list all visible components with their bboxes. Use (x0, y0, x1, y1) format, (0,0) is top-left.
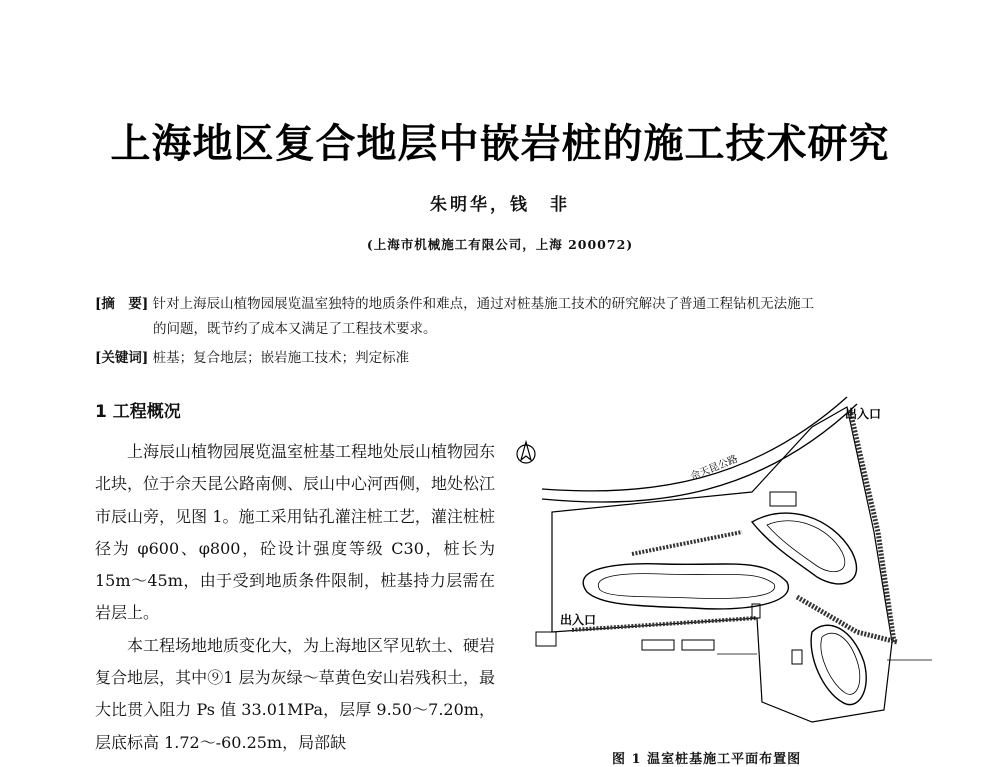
facility-block-3 (642, 640, 674, 650)
abstract-label: [摘 要] (95, 296, 149, 312)
abstract-line-1 (95, 292, 925, 317)
body-text (95, 436, 495, 759)
keywords (95, 346, 925, 371)
greenhouse-1 (583, 564, 788, 609)
abstract-text-2: 的问题，既节约了成本又满足了工程技术要求。 (153, 321, 437, 337)
north-arrow-icon (517, 442, 535, 463)
abstract-text-1: 针对上海辰山植物园展览温室独特的地质条件和难点，通过对桩基施工技术的研究解决了普通工程钻机无法施工 (152, 296, 815, 312)
entrance-label-left: 出入口 (560, 613, 597, 627)
affiliation: (上海市机械施工有限公司，上海 200072) (366, 237, 634, 252)
abstract (95, 292, 925, 342)
site-plan-figure (512, 392, 952, 732)
paragraph-1: 上海辰山植物园展览温室桩基工程地处辰山植物园东北块，位于佘天昆公路南侧、辰山中心河西侧，地处松江市辰山旁，见图 1。施工采用钻孔灌注桩工艺，灌注桩桩径为 φ600、φ800，砼设计强度等级 C30，桩长为 15m～45m，由于受到地质条件限制，桩基持力层需在岩层上。 (95, 442, 496, 623)
paper-title: 上海地区复合地层中嵌岩桩的施工技术研究 (110, 121, 890, 167)
keywords-text: 桩基；复合地层；嵌岩施工技术；判定标准 (152, 350, 410, 366)
hatched-wall-top (632, 532, 742, 554)
facility-block-2 (536, 632, 556, 646)
section-heading: 1 工程概况 (95, 402, 181, 422)
facility-block-5 (792, 650, 802, 664)
entrance-label-top: 出入口 (845, 407, 882, 421)
facility-block-4 (682, 640, 714, 650)
facility-block-1 (770, 492, 796, 506)
greenhouse-2-inner (767, 521, 845, 572)
road-label: 佘天昆公路 (689, 453, 740, 483)
hatched-wall-right (850, 410, 894, 642)
keywords-label: [关键词] (95, 350, 149, 366)
paragraph-2: 本工程场地地质变化大，为上海地区罕见软土、硬岩复合地层，其中⑨1 层为灰绿～草黄色安山岩残积土，最大比贯入阻力 Ps 值 33.01MPa，层厚 9.50～7.20m，层底标高 1.72～-60.25m，局部缺 (95, 635, 496, 752)
figure-caption: 图 1 温室桩基施工平面布置图 (612, 752, 802, 767)
road-line-2 (542, 404, 857, 502)
greenhouse-1-inner (598, 574, 774, 599)
greenhouse-2 (752, 513, 857, 584)
authors: 朱明华，钱 非 (430, 195, 570, 215)
